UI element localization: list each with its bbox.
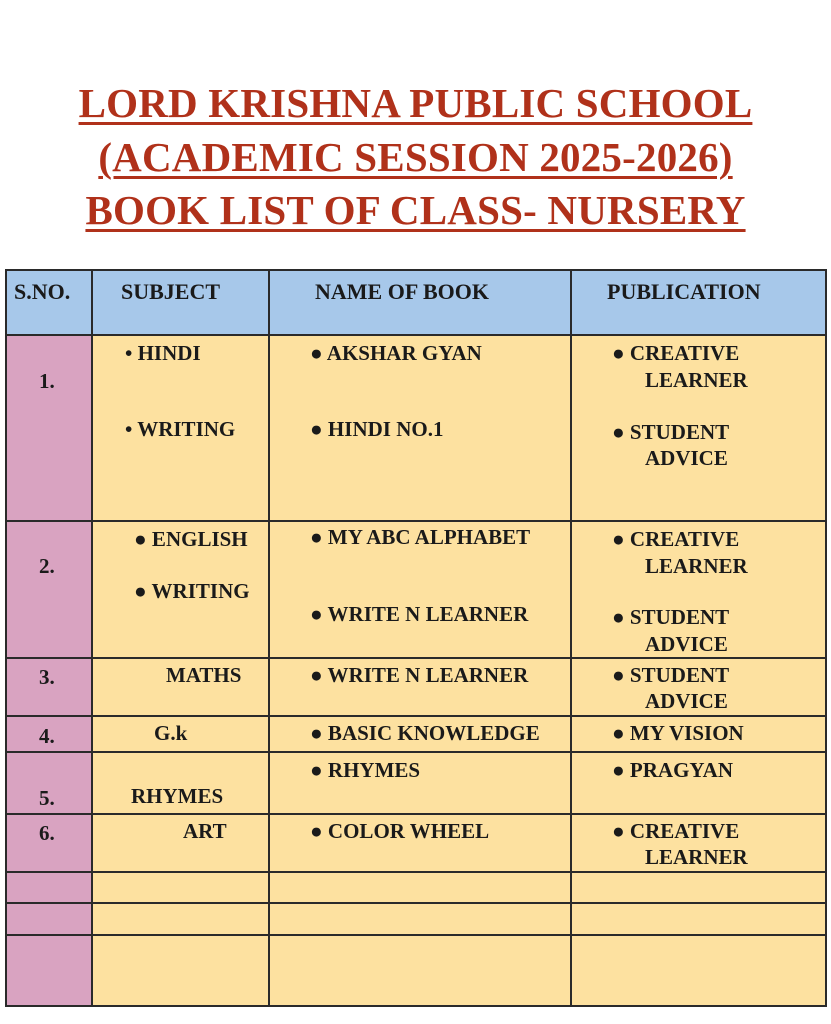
- row-5-subject-1: RHYMES: [131, 784, 224, 808]
- row-5-sno: 5.: [39, 786, 55, 810]
- row-2-pub-1-b: LEARNER: [645, 554, 748, 578]
- row-1-book-2: ● HINDI NO.1: [310, 417, 444, 441]
- row-1-pub-1-b: LEARNER: [645, 368, 748, 392]
- header-subject: SUBJECT: [121, 279, 221, 304]
- row-2-subject-1: ● ENGLISH: [134, 527, 248, 551]
- row-2-subject-2: ● WRITING: [134, 579, 250, 603]
- row-2-pub-1-a: ● CREATIVE: [612, 527, 740, 551]
- row-1-pub-1-a: ● CREATIVE: [612, 341, 740, 365]
- row-6-sno: 6.: [39, 821, 55, 845]
- class-heading: BOOK LIST OF CLASS- NURSERY: [85, 187, 746, 233]
- row-1-pub-2-a: ● STUDENT: [612, 420, 730, 444]
- header-sno: S.NO.: [14, 279, 71, 304]
- row-1-subject-2: • WRITING: [125, 417, 236, 441]
- row-4-book-1: ● BASIC KNOWLEDGE: [310, 721, 540, 745]
- row-3-book-1: ● WRITE N LEARNER: [310, 663, 529, 687]
- row-1-sno: 1.: [39, 369, 55, 393]
- header-book: NAME OF BOOK: [315, 279, 489, 304]
- row-4-subject-1: G.k: [154, 721, 188, 745]
- row-1-pub-2-b: ADVICE: [645, 446, 728, 470]
- row-3-pub-1-b: ADVICE: [645, 689, 728, 713]
- header-publication: PUBLICATION: [607, 279, 761, 304]
- row-2-book-2: ● WRITE N LEARNER: [310, 602, 529, 626]
- row-6-subject-1: ART: [183, 819, 227, 843]
- row-2-book-1: ● MY ABC ALPHABET: [310, 525, 531, 549]
- row-5-book-1: ● RHYMES: [310, 758, 421, 782]
- row-3-sno: 3.: [39, 665, 55, 689]
- row-6-pub-1-b: LEARNER: [645, 845, 748, 869]
- row-1-book-1: ● AKSHAR GYAN: [310, 341, 482, 365]
- row-2-sno: 2.: [39, 554, 55, 578]
- row-5-pub-1-a: ● PRAGYAN: [612, 758, 733, 782]
- row-3-pub-1-a: ● STUDENT: [612, 663, 730, 687]
- session-heading: (ACADEMIC SESSION 2025-2026): [98, 134, 733, 180]
- row-3-subject-1: MATHS: [166, 663, 242, 687]
- row-2-pub-2-a: ● STUDENT: [612, 605, 730, 629]
- row-6-book-1: ● COLOR WHEEL: [310, 819, 490, 843]
- row-2-pub-2-b: ADVICE: [645, 632, 728, 656]
- row-4-sno: 4.: [39, 724, 55, 748]
- school-name-heading: LORD KRISHNA PUBLIC SCHOOL: [78, 80, 753, 126]
- row-1-subject-1: • HINDI: [125, 341, 201, 365]
- row-4-pub-1-a: ● MY VISION: [612, 721, 744, 745]
- row-6-pub-1-a: ● CREATIVE: [612, 819, 740, 843]
